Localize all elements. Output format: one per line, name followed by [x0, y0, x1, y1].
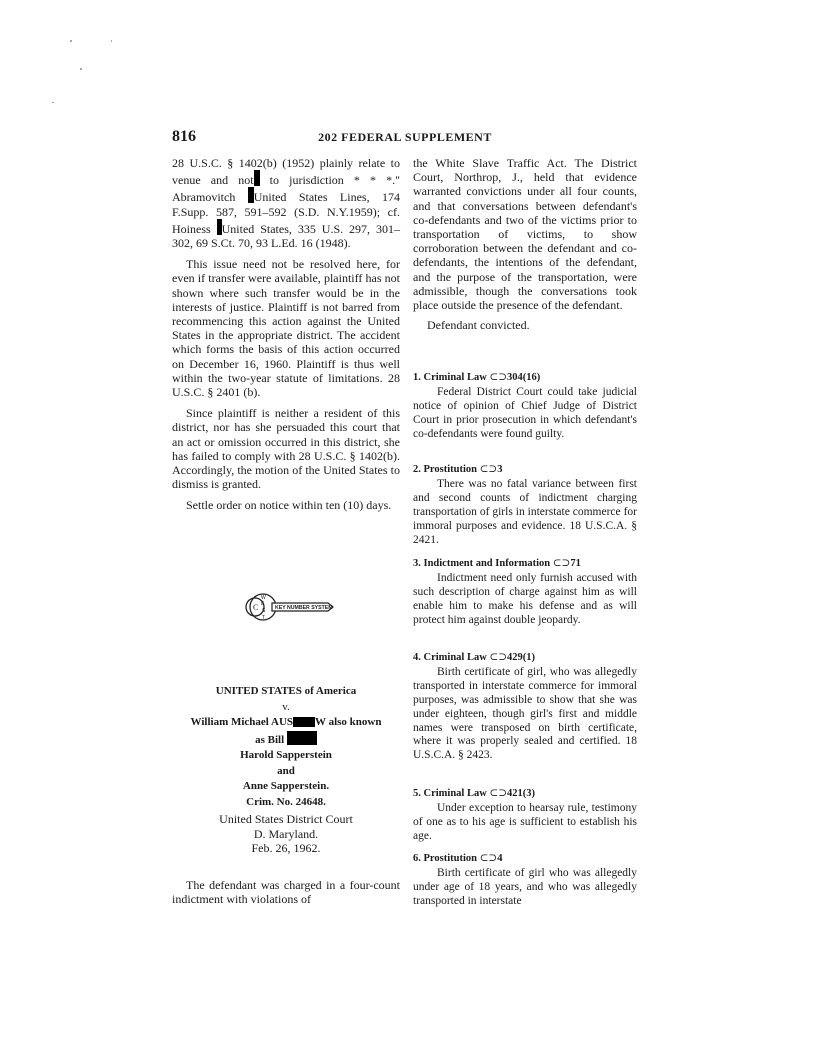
citation-text: United States, 335 U.S. 297, 301–302, 69 S.Ct. 70, 93 L.Ed. 16 (1948). — [172, 221, 401, 251]
logo-letter: C — [253, 603, 259, 612]
headnote — [413, 463, 637, 547]
headnote — [413, 651, 637, 763]
key-icon: ⊂⊃ — [479, 464, 498, 475]
headnote-title: 3. Indictment and Information ⊂⊃71 — [413, 558, 581, 569]
citation-paragraph — [172, 156, 400, 250]
headnote-text: Federal District Court could take judicial notice of opinion of Chief Judge of District Court in prior prosecution in which defendant's co-defendants were found guilty. — [413, 385, 637, 440]
defendant-alias: as Bill — [172, 731, 400, 749]
decision-date: Feb. 26, 1962. — [251, 841, 321, 855]
citation-text: United States Lines, 174 F.Supp. 587, 591–592 (S.D. N.Y.1959); cf. Hoiness — [172, 190, 400, 236]
logo-letter: W — [261, 595, 266, 601]
redaction-bar — [293, 717, 315, 727]
headnote-text: Indictment need only furnish accused with such description of charge against him as will enable him to make his defense and as will protect him against double jeopardy. — [413, 571, 637, 626]
headnote-text: Birth certificate of girl, who was allegedly transported in interstate commerce for immoral purposes, was admissible to show that she was under eighteen, though girl's first and middle names were transposed on birth certificate, where it was properly sealed and certified. 18 U.S.C.A. § 2423. — [413, 665, 637, 762]
headnote-title: 1. Criminal Law ⊂⊃304(16) — [413, 372, 541, 383]
plaintiff-name: UNITED STATES of America — [215, 685, 357, 697]
scan-speck — [52, 102, 54, 103]
right-column — [413, 156, 637, 332]
logo-letter: E — [261, 601, 265, 607]
docket-number: Crim. No. 24648. — [246, 795, 326, 808]
scan-speck — [111, 40, 112, 42]
citation-text: to jurisdiction * * *." Abramovitch — [172, 173, 401, 205]
court-info — [172, 812, 400, 856]
logo-letter: S — [262, 608, 266, 614]
citation-text: 28 U.S.C. § 1402(b) (1952) plainly relate to venue and not — [172, 156, 400, 188]
headnote-title: 4. Criminal Law ⊂⊃429(1) — [413, 652, 536, 663]
headnote-text: There was no fatal variance between first and second counts of indictment charging transportation of girls in interstate commerce for immoral purposes and evidence. 18 U.S.C.A. § 2421. — [413, 477, 637, 546]
redaction-bar — [254, 170, 260, 186]
headnote — [413, 787, 637, 844]
court-district: D. Maryland. — [253, 826, 319, 841]
court-name: United States District Court — [219, 812, 353, 826]
opening-paragraph: The defendant was charged in a four-count indictment with violations of — [172, 878, 400, 907]
scan-speck — [70, 40, 72, 42]
left-column — [172, 156, 400, 513]
key-icon: ⊂⊃ — [489, 372, 508, 383]
key-icon: ⊂⊃ — [489, 652, 508, 663]
page-header — [172, 128, 638, 148]
key-icon: ⊂⊃ — [479, 853, 498, 864]
syllabus: the White Slave Traffic Act. The District Court, Northrop, J., held that evidence warranted convictions under all four counts, and that conversations between defendant's co-defendants and two of the victims prior to transportation of victims, to show corroboration between the defendant and co-defendants, the intentions of the defendant, and the purpose of the transportation, were admissible, though the conversations took place outside the presence of the defendant. — [413, 156, 637, 313]
redaction-bar — [287, 731, 317, 745]
running-head: 202 FEDERAL SUPPLEMENT — [318, 130, 492, 144]
versus: v. — [282, 700, 290, 713]
page-number: 816 — [172, 128, 196, 145]
opinion-paragraph: Settle order on notice within ten (10) days. — [186, 498, 392, 513]
defendant-name: Harold Sapperstein — [240, 749, 332, 761]
defendant-name: William Michael AUS W also known — [190, 716, 382, 728]
key-icon: ⊂⊃ — [489, 788, 508, 799]
scan-speck — [80, 68, 82, 70]
headnote — [413, 852, 637, 909]
logo-label: KEY NUMBER SYSTEM — [275, 605, 333, 611]
opinion-paragraph: This issue need not be resolved here, for even if transfer were available, plaintiff has not shown where such transfer would be in the interests of justice. Plaintiff is not barred from recommencing this action against the United States in the appropriate district. The accident which forms the basis of this action occurred on December 16, 1960. Plaintiff is thus well within the two-year statute of limitations. 28 U.S.C. § 2401 (b). — [172, 257, 400, 400]
headnote — [413, 371, 637, 442]
headnote-text: Under exception to hearsay rule, testimony of one as to his age is sufficient to establish his age. — [413, 801, 637, 842]
headnote-text: Birth certificate of girl who was allegedly under age of 18 years, and who was allegedly transported in interstate — [413, 866, 637, 907]
conjunction: and — [277, 764, 295, 777]
headnote — [413, 557, 637, 628]
headnote-title: 6. Prostitution ⊂⊃4 — [413, 853, 503, 864]
key-number-system-logo — [242, 591, 338, 623]
headnote-title: 2. Prostitution ⊂⊃3 — [413, 464, 503, 475]
case-caption — [172, 684, 400, 810]
headnote-title: 5. Criminal Law ⊂⊃421(3) — [413, 788, 536, 799]
defendant-name: Anne Sapperstein. — [242, 780, 330, 792]
disposition: Defendant convicted. — [427, 318, 530, 333]
key-icon: ⊂⊃ — [552, 558, 571, 569]
opinion-paragraph: Since plaintiff is neither a resident of this district, nor has she persuaded this court that an act or omission occurred in this district, she has failed to comply with 28 U.S.C. § 1402(b). Accordingly, the motion of the United States to dismiss is granted. — [172, 406, 400, 492]
logo-letter: T — [262, 615, 266, 621]
